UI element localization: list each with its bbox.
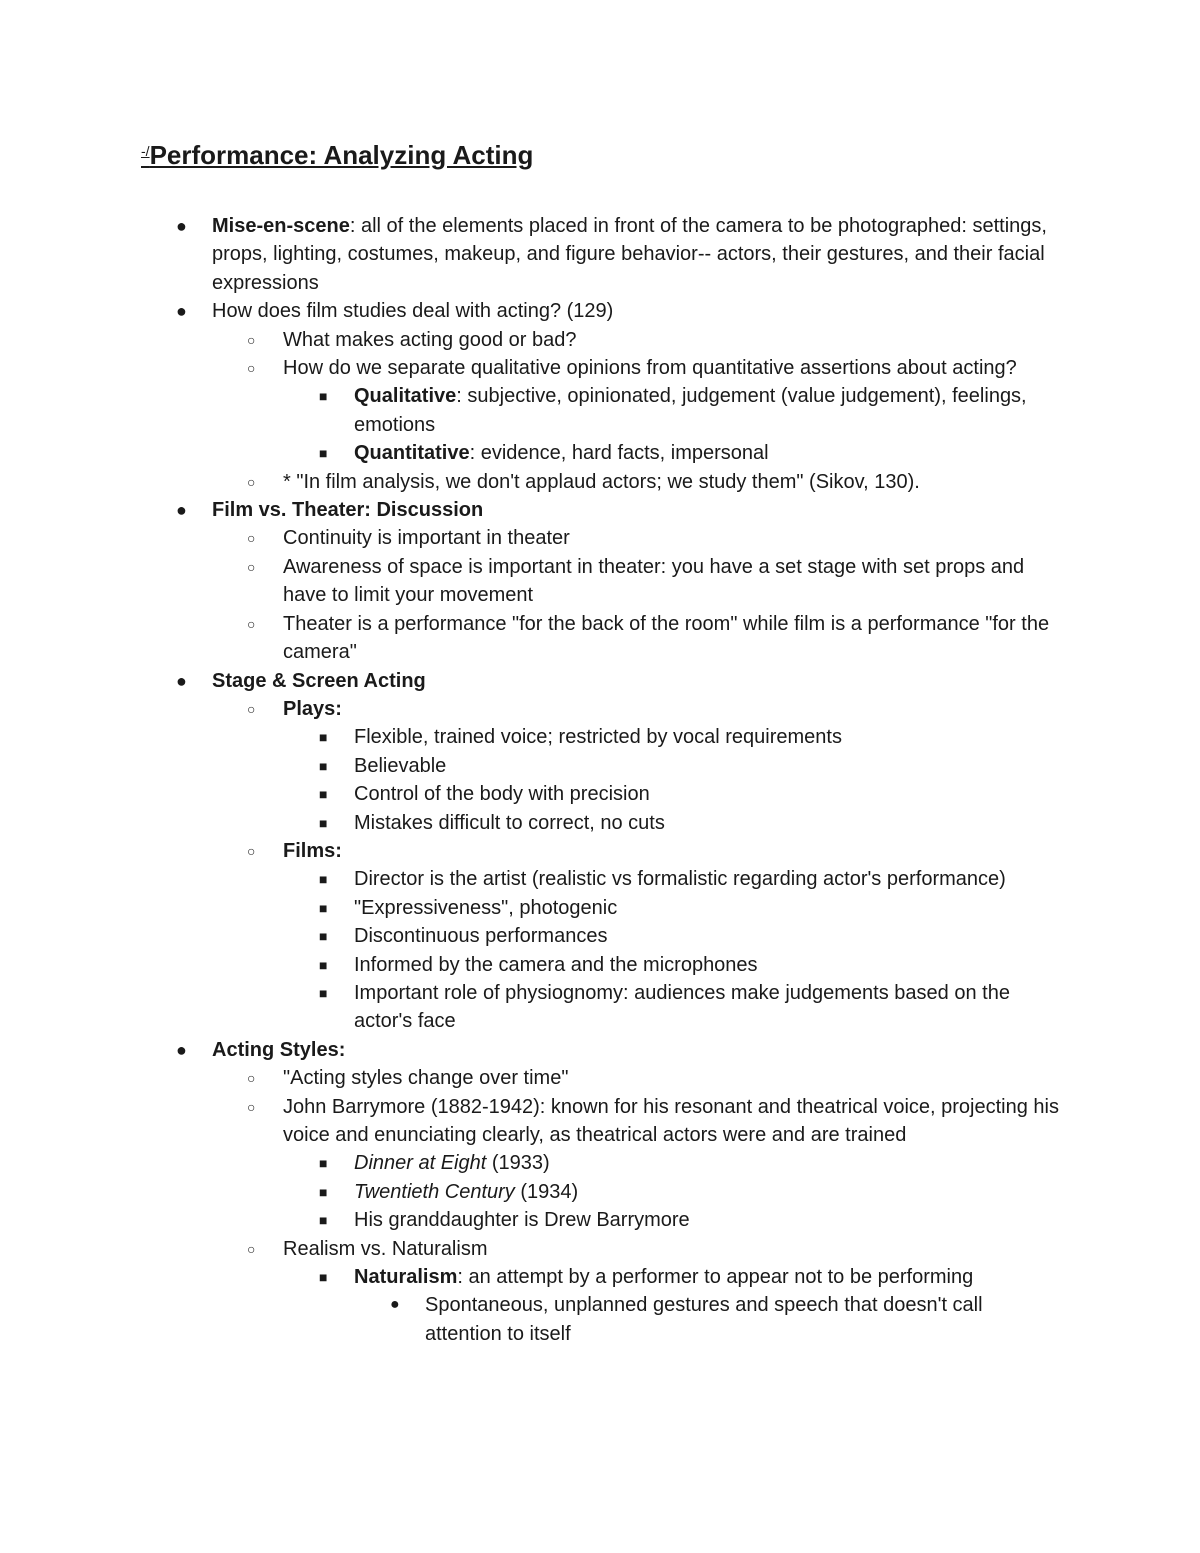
list-item-acting-question <box>0 297 1200 496</box>
section-heading: Stage & Screen Acting <box>212 669 426 692</box>
list-item-film-vs-theater <box>0 496 1200 666</box>
list-item-mise-en-scene <box>0 212 1200 297</box>
list-item-qualitative <box>283 382 1060 439</box>
sublist <box>283 1149 1060 1234</box>
section-heading: Acting Styles: <box>212 1038 346 1061</box>
list-item-naturalism <box>283 1263 1060 1348</box>
sublist <box>212 1064 1060 1348</box>
definition-quantitative: : evidence, hard facts, impersonal <box>469 442 769 465</box>
bullet-circle-icon: ○ <box>247 842 256 859</box>
sublist <box>283 1263 1060 1348</box>
bullet-circle-icon: ○ <box>247 700 256 717</box>
list-item-stage-screen <box>0 667 1200 1036</box>
list-item-text: His granddaughter is Drew Barrymore <box>354 1209 690 1232</box>
sublist <box>212 695 1060 1036</box>
list-item <box>283 894 1060 922</box>
bullet-square-icon: ■ <box>319 445 328 462</box>
list-item-text: "Expressiveness", photogenic <box>354 896 618 919</box>
bullet-disc-icon: ● <box>176 301 187 322</box>
list-item <box>212 524 1060 552</box>
bullet-square-icon: ■ <box>319 729 328 746</box>
list-item <box>283 979 1060 1036</box>
subheading-films: Films: <box>283 839 342 862</box>
bullet-disc-icon: ● <box>176 500 187 521</box>
list-item <box>212 1064 1060 1092</box>
list-item-quantitative <box>283 439 1060 467</box>
section-heading: Film vs. Theater: Discussion <box>212 499 484 522</box>
list-item-text: Director is the artist (realistic vs formalistic regarding actor's performance) <box>354 868 1006 891</box>
bullet-circle-icon: ○ <box>247 360 256 377</box>
page-title <box>141 140 533 171</box>
film-year: (1933) <box>486 1152 550 1175</box>
list-item-text: Continuity is important in theater <box>283 527 570 550</box>
bullet-circle-icon: ○ <box>247 530 256 547</box>
film-title: Twentieth Century <box>354 1180 515 1203</box>
bullet-square-icon: ■ <box>319 984 328 1001</box>
sublist <box>283 382 1060 467</box>
list-item-text: Believable <box>354 754 447 777</box>
bullet-disc-icon: ● <box>390 1296 400 1314</box>
bullet-square-icon: ■ <box>319 899 328 916</box>
bullet-square-icon: ■ <box>319 814 328 831</box>
list-item <box>283 865 1060 893</box>
sublist <box>283 865 1060 1035</box>
list-item-text: Important role of physiognomy: audiences make judgements based on the actor's face <box>354 981 1010 1033</box>
list-item <box>283 809 1060 837</box>
bullet-square-icon: ■ <box>319 388 328 405</box>
title-mark: -/ <box>141 143 150 159</box>
list-item-text: Theater is a performance "for the back of the room" while film is a performance "for the camera" <box>283 612 1050 664</box>
bullet-square-icon: ■ <box>319 757 328 774</box>
sublist <box>354 1291 1060 1348</box>
list-item <box>212 354 1060 468</box>
list-item-film <box>283 1178 1060 1206</box>
list-item-text: How do we separate qualitative opinions from quantitative assertions about acting? <box>283 357 1017 380</box>
list-item-text: John Barrymore (1882-1942): known for his resonant and theatrical voice, projecting his voice and enunciating clearly, as theatrical actors were and are trained <box>283 1095 1059 1146</box>
sublist <box>212 326 1060 496</box>
list-item <box>283 723 1060 751</box>
bullet-circle-icon: ○ <box>247 1070 256 1087</box>
list-item-plays <box>212 695 1060 837</box>
term-naturalism: Naturalism <box>354 1266 458 1289</box>
list-item-text: Realism vs. Naturalism <box>283 1237 488 1260</box>
list-item <box>283 1206 1060 1234</box>
film-title: Dinner at Eight <box>354 1152 487 1175</box>
list-item-text: Awareness of space is important in theater: you have a set stage with set props and have to limit your movement <box>283 555 1025 607</box>
list-item-text: What makes acting good or bad? <box>283 328 577 351</box>
bullet-square-icon: ■ <box>319 1269 328 1286</box>
bullet-disc-icon: ● <box>176 1039 187 1060</box>
bullet-square-icon: ■ <box>319 1183 328 1200</box>
list-item-barrymore <box>212 1093 1060 1235</box>
definition-qualitative: : subjective, opinionated, judgement (value judgement), feelings, emotions <box>354 385 1027 436</box>
film-year: (1934) <box>514 1180 579 1203</box>
bullet-square-icon: ■ <box>319 1155 328 1172</box>
bullet-square-icon: ■ <box>319 956 328 973</box>
list-item <box>212 553 1060 610</box>
list-item-text: Mistakes difficult to correct, no cuts <box>354 811 665 834</box>
list-item <box>283 752 1060 780</box>
definition-naturalism: : an attempt by a performer to appear not to be performing <box>457 1266 974 1289</box>
bullet-square-icon: ■ <box>319 1212 328 1229</box>
list-item <box>354 1291 1060 1348</box>
list-item-text: Informed by the camera and the microphones <box>354 953 758 976</box>
list-item-text: Flexible, trained voice; restricted by vocal requirements <box>354 726 842 749</box>
bullet-square-icon: ■ <box>319 786 328 803</box>
bullet-disc-icon: ● <box>176 670 187 691</box>
definition-mise-en-scene: : all of the elements placed in front of the camera to be photographed: settings, props, lighting, costumes, makeup, and figure behavior-- actors, their gestures, and their facial expressions <box>212 215 1047 294</box>
bullet-circle-icon: ○ <box>247 1240 256 1257</box>
list-item <box>212 610 1060 667</box>
bullet-circle-icon: ○ <box>247 615 256 632</box>
outline-list <box>0 212 1200 1348</box>
title-text: Performance: Analyzing Acting <box>149 140 534 170</box>
list-item-quote <box>212 468 1060 496</box>
list-item <box>212 326 1060 354</box>
list-item-acting-styles <box>0 1036 1200 1348</box>
list-item <box>283 780 1060 808</box>
sublist <box>283 723 1060 837</box>
bullet-square-icon: ■ <box>319 871 328 888</box>
list-item-text: Control of the body with precision <box>354 783 650 806</box>
subheading-plays: Plays: <box>283 697 342 720</box>
list-item <box>283 951 1060 979</box>
bullet-circle-icon: ○ <box>247 558 256 575</box>
list-item-film <box>283 1149 1060 1177</box>
bullet-circle-icon: ○ <box>247 1098 256 1115</box>
list-item-text: "Acting styles change over time" <box>283 1067 569 1090</box>
list-item-films <box>212 837 1060 1036</box>
bullet-disc-icon: ● <box>176 216 187 236</box>
sublist <box>212 524 1060 666</box>
list-item-text: * "In film analysis, we don't applaud actors; we study them" (Sikov, 130). <box>283 470 920 493</box>
bullet-circle-icon: ○ <box>247 473 256 490</box>
term-quantitative: Quantitative <box>354 442 470 465</box>
term-qualitative: Qualitative <box>354 385 457 408</box>
list-item-realism-naturalism <box>212 1235 1060 1349</box>
term-mise-en-scene: Mise-en-scene <box>212 215 350 237</box>
list-item-text: How does film studies deal with acting? (129) <box>212 300 614 323</box>
list-item-text: Spontaneous, unplanned gestures and speech that doesn't call attention to itself <box>425 1294 983 1345</box>
bullet-circle-icon: ○ <box>247 331 256 348</box>
bullet-square-icon: ■ <box>319 928 328 945</box>
list-item <box>283 922 1060 950</box>
list-item-text: Discontinuous performances <box>354 925 608 948</box>
